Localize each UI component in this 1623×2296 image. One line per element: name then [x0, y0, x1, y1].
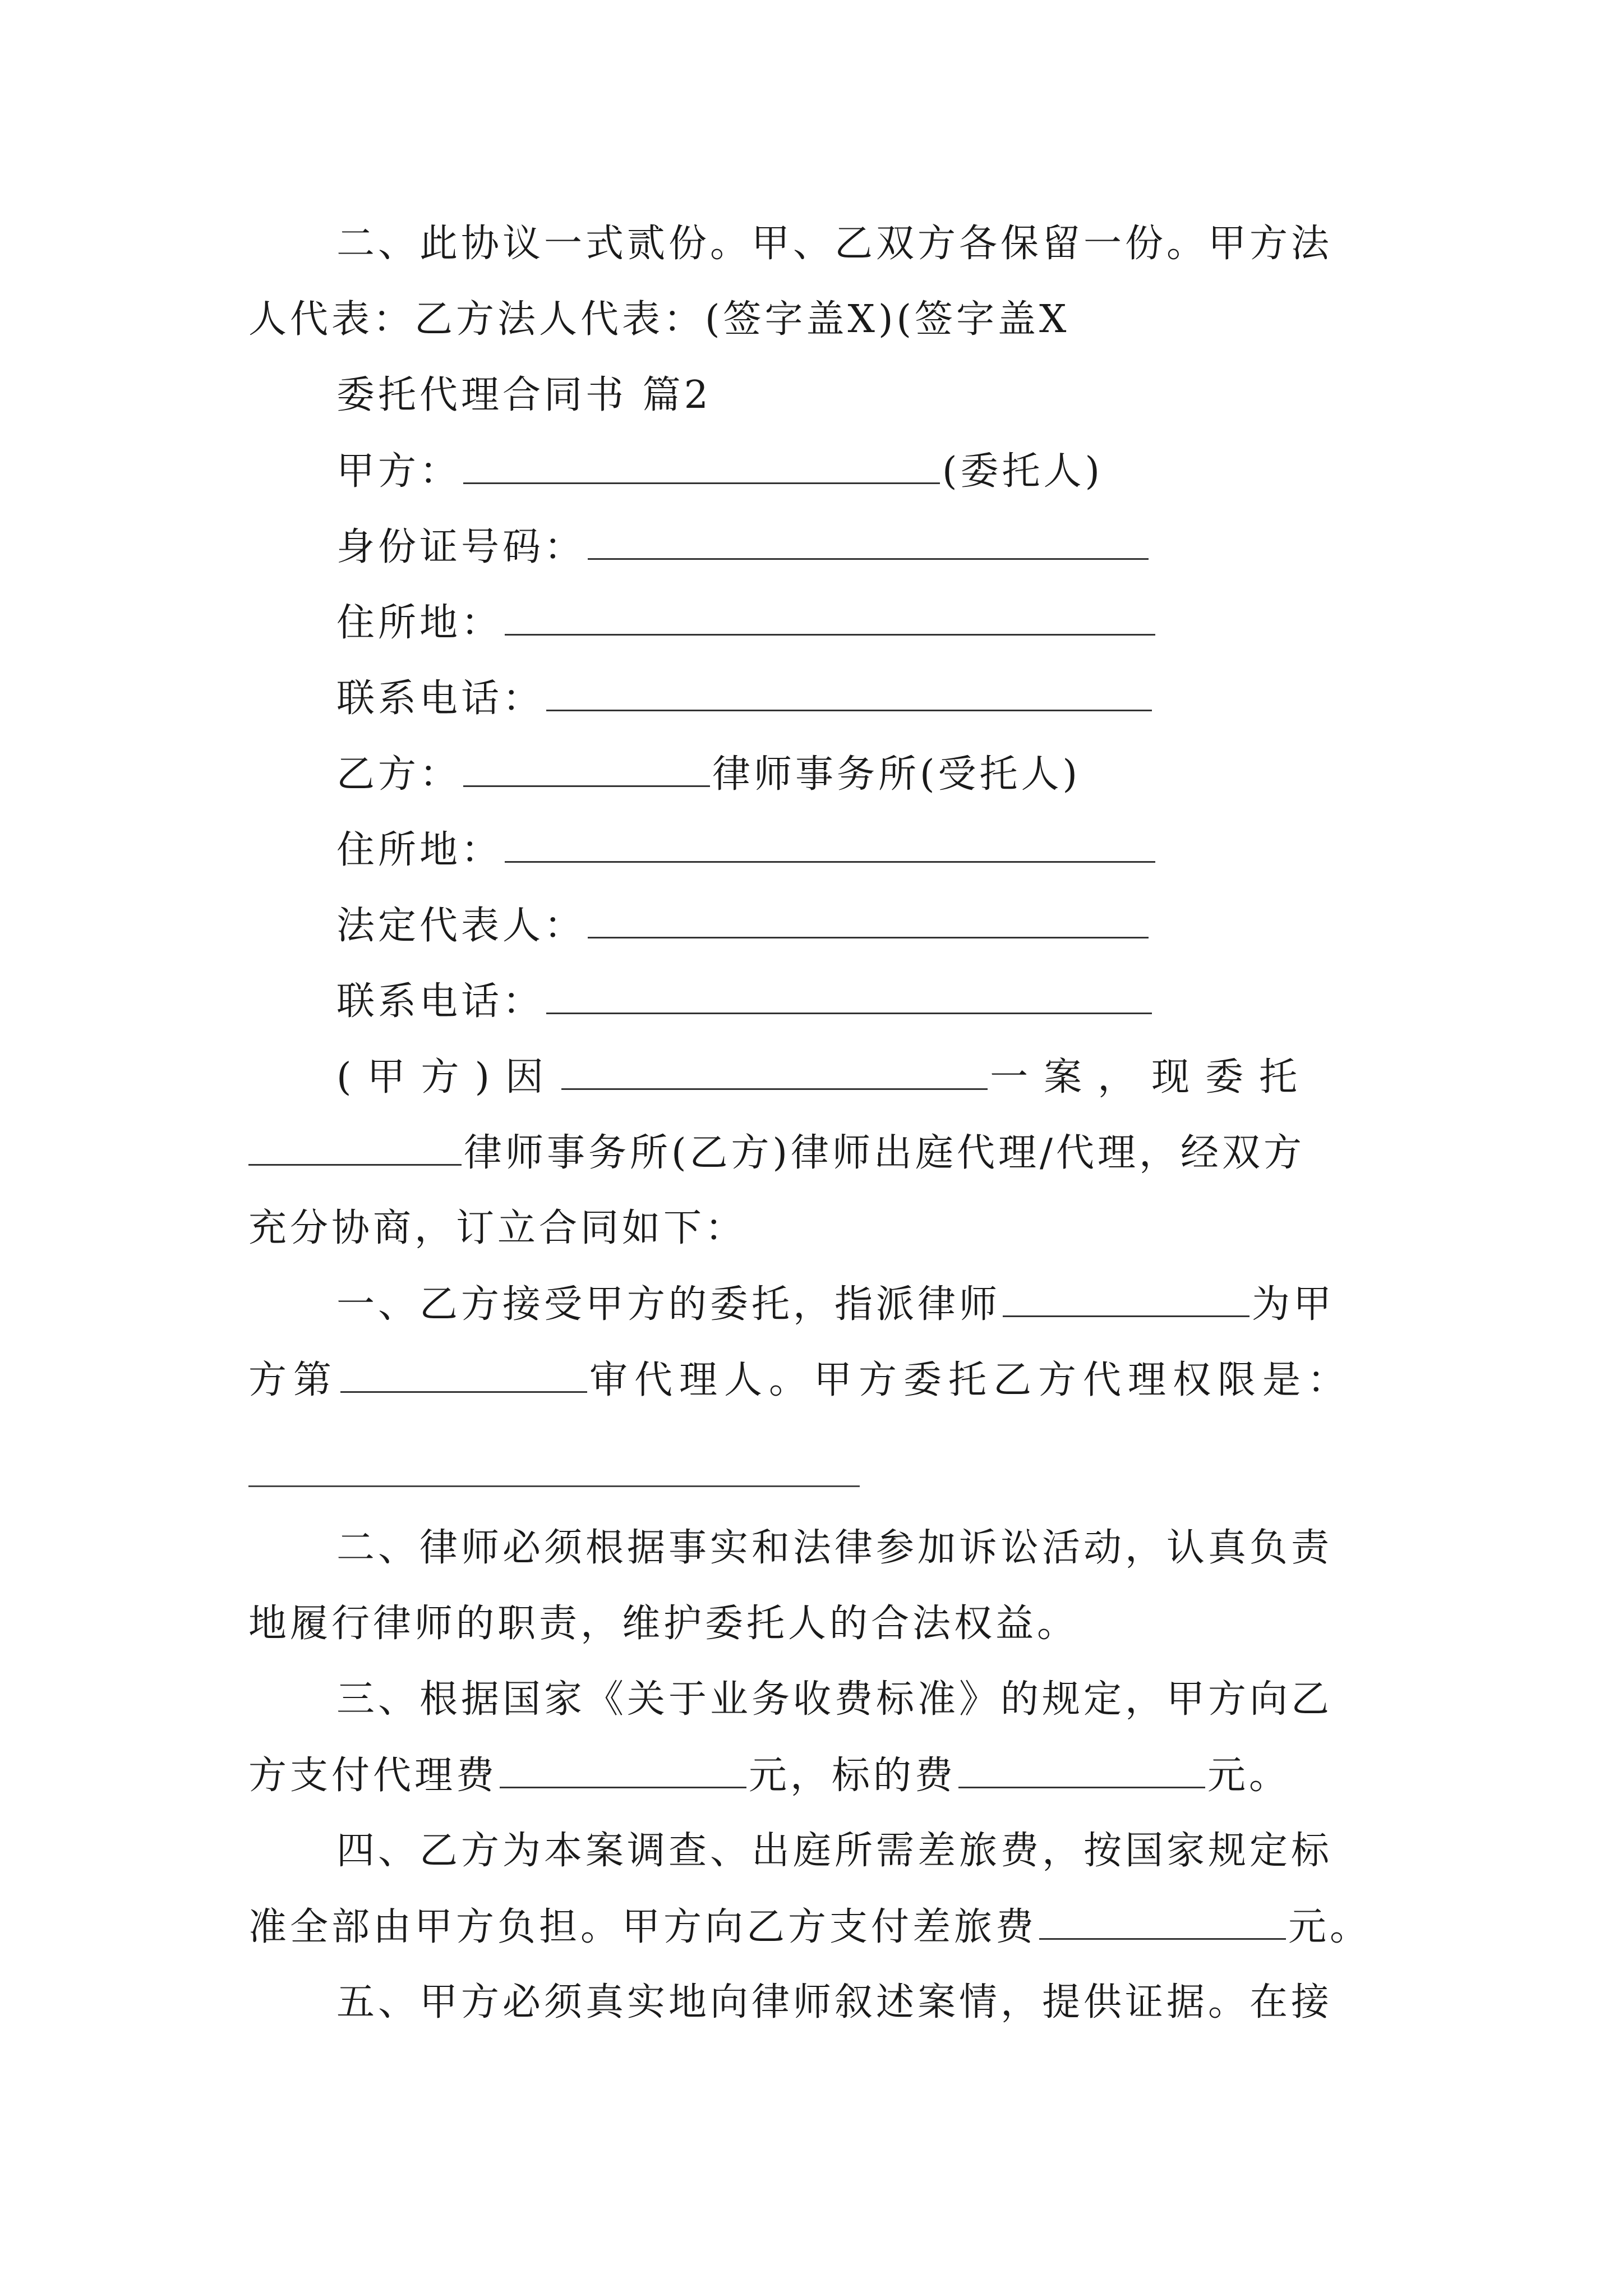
form-field-phone: 联系电话：	[336, 676, 1154, 721]
text-line: 方支付代理费 元，标的费 元。	[248, 1754, 1291, 1798]
form-field-address: 住所地：	[336, 827, 1158, 873]
fill-blank[interactable]	[588, 903, 1149, 938]
fill-blank[interactable]	[505, 600, 1155, 636]
fill-blank[interactable]	[248, 1130, 462, 1166]
text-line: 三、根据国家《关于业务收费标准》的规定，甲方向乙	[336, 1677, 1333, 1722]
fill-blank[interactable]	[248, 1485, 860, 1487]
fill-blank[interactable]	[505, 827, 1155, 863]
fill-blank[interactable]	[340, 1358, 587, 1393]
form-field-id-number: 身份证号码：	[336, 524, 1151, 570]
fill-blank[interactable]	[561, 1055, 988, 1090]
text-line: 一、乙方接受甲方的委托，指派律师 为甲	[336, 1282, 1335, 1327]
section-heading: 委托代理合同书 篇2	[336, 373, 712, 417]
text-line: 准全部由甲方负担。甲方向乙方支付差旅费 元。	[248, 1905, 1372, 1949]
fill-blank[interactable]	[546, 676, 1152, 711]
text-line: 人代表：乙方法人代表：(签字盖X)(签字盖X	[248, 297, 1070, 342]
text-line: 律师事务所(乙方)律师出庭代理/代理，经双方	[248, 1130, 1305, 1176]
text-line: 二、此协议一式贰份。甲、乙双方各保留一份。甲方法	[336, 222, 1333, 266]
fill-blank[interactable]	[463, 752, 710, 787]
form-field-party-b: 乙方： 律师事务所(受托人)	[336, 752, 1081, 797]
form-field-legal-rep: 法定代表人：	[336, 903, 1151, 949]
text-line: 四、乙方为本案调查、出庭所需差旅费，按国家规定标	[336, 1829, 1333, 1873]
fill-blank[interactable]	[1003, 1282, 1249, 1317]
fill-blank[interactable]	[588, 524, 1149, 560]
text-line: 五、甲方必须真实地向律师叙述案情，提供证据。在接	[336, 1980, 1333, 2024]
text-line: 二、律师必须根据事实和法律参加诉讼活动，认真负责	[336, 1526, 1333, 1570]
fill-blank[interactable]	[958, 1753, 1205, 1788]
fill-blank[interactable]	[463, 449, 940, 484]
form-field-party-a: 甲方： (委托人)	[336, 449, 1104, 494]
text-line: 充分协商，订立合同如下：	[248, 1206, 747, 1250]
fill-blank[interactable]	[546, 979, 1152, 1014]
text-line: 地履行律师的职责，维护委托人的合法权益。	[248, 1602, 1079, 1646]
form-field-address: 住所地：	[336, 600, 1158, 646]
fill-blank[interactable]	[1039, 1904, 1286, 1940]
text-line: 方第 审代理人。甲方委托乙方代理权限是：	[248, 1358, 1353, 1402]
form-field-phone: 联系电话：	[336, 979, 1154, 1024]
fill-blank[interactable]	[500, 1753, 746, 1788]
text-line: (甲方)因 一案，现委托	[336, 1055, 1313, 1099]
